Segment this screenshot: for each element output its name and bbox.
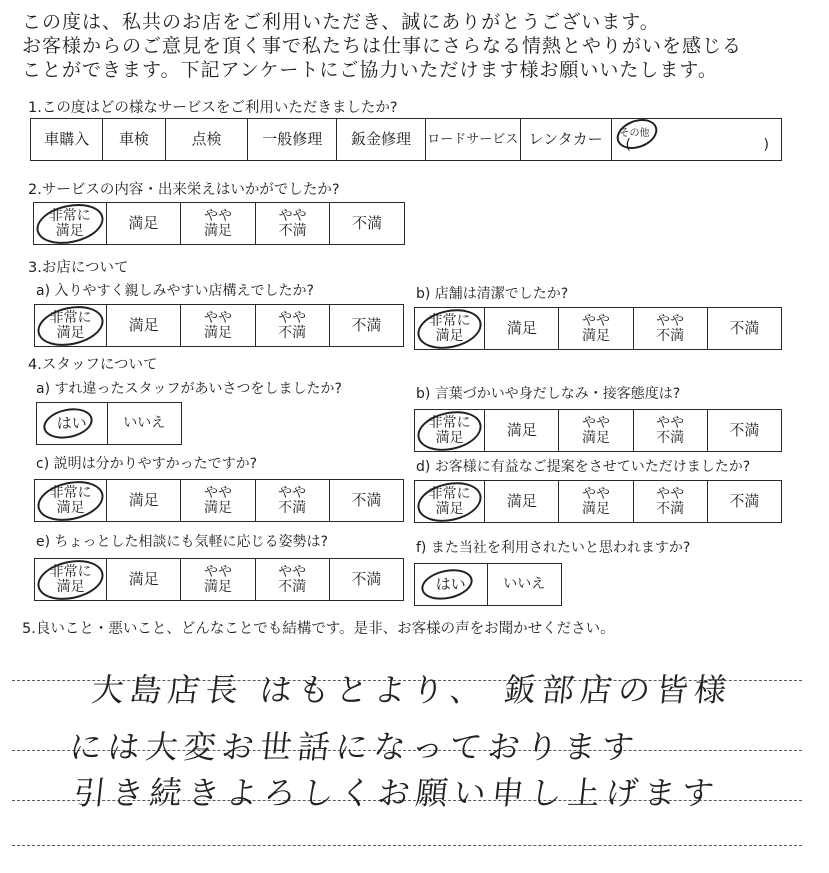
question-4b: b) 言葉づかいや身だしなみ・接客態度は? xyxy=(416,386,681,402)
rating-very-satisfied[interactable] xyxy=(415,481,485,523)
rating-satisfied[interactable]: 満足 xyxy=(485,308,559,350)
handwritten-comment-line: 大島店長 はもとより、 鈑部店の皆様 xyxy=(89,671,735,709)
yes-no-q4f xyxy=(414,563,562,606)
intro-line: ことができます。下記アンケートにご協力いただけます様お願いいたします。 xyxy=(22,59,718,81)
question-4a: a) すれ違ったスタッフがあいさつをしましたか? xyxy=(36,381,342,397)
rating-label: 満足 xyxy=(203,499,232,516)
question-3: 3.お店について xyxy=(28,260,129,276)
rating-scale-q4e xyxy=(34,558,404,601)
rating-scale-q4c xyxy=(34,479,404,522)
question-4e: e) ちょっとした相談にも気軽に応じる姿勢は? xyxy=(36,534,328,550)
answer-no[interactable]: いいえ xyxy=(107,403,181,445)
rating-label: やや xyxy=(656,485,685,502)
intro-text xyxy=(22,10,822,82)
rating-label: やや xyxy=(582,485,610,502)
rating-somewhat-satisfied[interactable] xyxy=(559,481,633,523)
rating-label: 不満 xyxy=(278,222,307,239)
option-other[interactable] xyxy=(611,119,781,161)
answer-line xyxy=(12,845,802,846)
rating-somewhat-dissatisfied[interactable] xyxy=(255,203,330,245)
question-4: 4.スタッフについて xyxy=(28,357,158,373)
rating-label: やや xyxy=(203,207,232,224)
rating-label: 不満 xyxy=(656,429,685,446)
rating-label: 不満 xyxy=(278,324,307,341)
option-rental-car[interactable]: レンタカー xyxy=(520,119,611,161)
rating-label: やや xyxy=(203,484,232,501)
rating-satisfied[interactable]: 満足 xyxy=(485,410,559,452)
rating-label: 非常に xyxy=(428,312,471,329)
rating-dissatisfied[interactable]: 不満 xyxy=(329,305,403,347)
rating-somewhat-satisfied[interactable] xyxy=(559,308,633,350)
rating-label: やや xyxy=(278,484,307,501)
rating-very-satisfied[interactable] xyxy=(35,559,107,601)
answer-no[interactable]: いいえ xyxy=(487,564,562,606)
rating-label: やや xyxy=(278,309,307,326)
rating-scale-q3b xyxy=(414,307,782,350)
question-4f: f) また当社を利用されたいと思われますか? xyxy=(416,540,691,556)
intro-line: お客様からのご意見を頂く事で私たちは仕事にさらなる情熱とやりがいを感じる xyxy=(22,35,743,57)
handwritten-comment-line: 引き続きよろしくお願い申し上げます xyxy=(71,774,722,812)
selection-circle xyxy=(612,114,661,155)
rating-somewhat-dissatisfied[interactable] xyxy=(633,410,707,452)
rating-label: やや xyxy=(278,563,307,580)
rating-dissatisfied[interactable]: 不満 xyxy=(707,481,781,523)
rating-somewhat-dissatisfied[interactable] xyxy=(633,481,707,523)
rating-somewhat-dissatisfied[interactable] xyxy=(255,480,329,522)
rating-label: 満足 xyxy=(203,324,232,341)
question-3a: a) 入りやすく親しみやすい店構えでしたか? xyxy=(36,283,314,299)
rating-scale-q3a xyxy=(34,304,404,347)
answer-label: はい xyxy=(435,575,466,593)
rating-label: やや xyxy=(656,312,685,329)
rating-satisfied[interactable]: 満足 xyxy=(107,480,181,522)
rating-satisfied[interactable]: 満足 xyxy=(106,203,181,245)
question-1: 1.この度はどの様なサービスをご利用いただきましたか? xyxy=(28,100,398,116)
question-4c: c) 説明は分かりやすかったですか? xyxy=(36,456,258,472)
question-2: 2.サービスの内容・出来栄えはいかがでしたか? xyxy=(28,182,340,198)
option-general-repair[interactable]: 一般修理 xyxy=(248,119,337,161)
answer-yes[interactable] xyxy=(415,564,488,606)
rating-label: 満足 xyxy=(56,324,85,341)
rating-label: 満足 xyxy=(435,327,464,344)
rating-label: 非常に xyxy=(49,484,92,501)
rating-label: 不満 xyxy=(656,500,685,517)
rating-label: 満足 xyxy=(582,327,610,344)
other-label: その他 xyxy=(619,128,650,139)
yes-no-q4a xyxy=(36,402,182,445)
question-4d: d) お客様に有益なご提案をさせていただけましたか? xyxy=(416,459,751,475)
rating-label: 非常に xyxy=(428,414,471,431)
other-paren-close: ) xyxy=(763,137,769,153)
option-check[interactable]: 点検 xyxy=(165,119,248,161)
rating-satisfied[interactable]: 満足 xyxy=(485,481,559,523)
option-road-service[interactable]: ロードサービス xyxy=(425,119,520,161)
rating-satisfied[interactable]: 満足 xyxy=(107,305,181,347)
rating-label: 不満 xyxy=(278,499,307,516)
rating-label: 満足 xyxy=(435,500,464,517)
answer-label: はい xyxy=(56,414,87,432)
question-3b: b) 店舗は清潔でしたか? xyxy=(416,286,569,302)
rating-label: やや xyxy=(203,309,232,326)
rating-label: 非常に xyxy=(49,309,92,326)
service-options xyxy=(30,118,782,161)
rating-dissatisfied[interactable]: 不満 xyxy=(707,410,781,452)
option-inspection[interactable]: 車検 xyxy=(103,119,165,161)
rating-scale-q2 xyxy=(33,202,405,245)
rating-label: 満足 xyxy=(203,578,232,595)
rating-somewhat-satisfied[interactable] xyxy=(559,410,633,452)
rating-somewhat-satisfied[interactable] xyxy=(181,203,256,245)
rating-label: やや xyxy=(582,312,610,329)
rating-label: やや xyxy=(278,207,307,224)
option-car-purchase[interactable]: 車購入 xyxy=(31,119,103,161)
answer-yes[interactable] xyxy=(37,403,108,445)
rating-somewhat-dissatisfied[interactable] xyxy=(255,559,329,601)
rating-label: 非常に xyxy=(49,563,92,580)
intro-line: この度は、私共のお店をご利用いただき、誠にありがとうございます。 xyxy=(22,11,660,33)
other-paren-open: ( xyxy=(625,137,632,153)
rating-dissatisfied[interactable]: 不満 xyxy=(707,308,781,350)
rating-label: 満足 xyxy=(582,500,610,517)
rating-very-satisfied[interactable] xyxy=(415,410,485,452)
rating-label: やや xyxy=(582,414,610,431)
rating-label: 不満 xyxy=(656,327,685,344)
rating-dissatisfied[interactable]: 不満 xyxy=(329,559,403,601)
rating-label: 非常に xyxy=(428,485,471,502)
rating-label: 満足 xyxy=(56,499,85,516)
rating-label: 非常に xyxy=(48,207,91,224)
rating-somewhat-satisfied[interactable] xyxy=(181,480,255,522)
rating-very-satisfied[interactable] xyxy=(35,480,107,522)
rating-very-satisfied[interactable] xyxy=(35,305,107,347)
rating-label: 満足 xyxy=(56,578,85,595)
rating-scale-q4d xyxy=(414,480,782,523)
rating-very-satisfied[interactable] xyxy=(34,203,107,245)
question-5: 5.良いこと・悪いこと、どんなことでも結構です。是非、お客様の声をお聞かせください。 xyxy=(22,621,615,637)
handwritten-comment-line: には大変お世話になっております xyxy=(67,728,642,766)
rating-very-satisfied[interactable] xyxy=(415,308,485,350)
rating-label: 満足 xyxy=(55,222,84,239)
rating-somewhat-satisfied[interactable] xyxy=(181,559,255,601)
rating-satisfied[interactable]: 満足 xyxy=(107,559,181,601)
rating-label: やや xyxy=(203,563,232,580)
rating-somewhat-satisfied[interactable] xyxy=(181,305,255,347)
rating-label: 不満 xyxy=(278,578,307,595)
rating-label: 満足 xyxy=(203,222,232,239)
rating-somewhat-dissatisfied[interactable] xyxy=(633,308,707,350)
rating-somewhat-dissatisfied[interactable] xyxy=(255,305,329,347)
rating-label: やや xyxy=(656,414,685,431)
option-sheet-metal[interactable]: 鈑金修理 xyxy=(337,119,426,161)
rating-dissatisfied[interactable]: 不満 xyxy=(330,203,405,245)
rating-label: 満足 xyxy=(435,429,464,446)
rating-label: 満足 xyxy=(582,429,610,446)
rating-dissatisfied[interactable]: 不満 xyxy=(329,480,403,522)
rating-scale-q4b xyxy=(414,409,782,452)
